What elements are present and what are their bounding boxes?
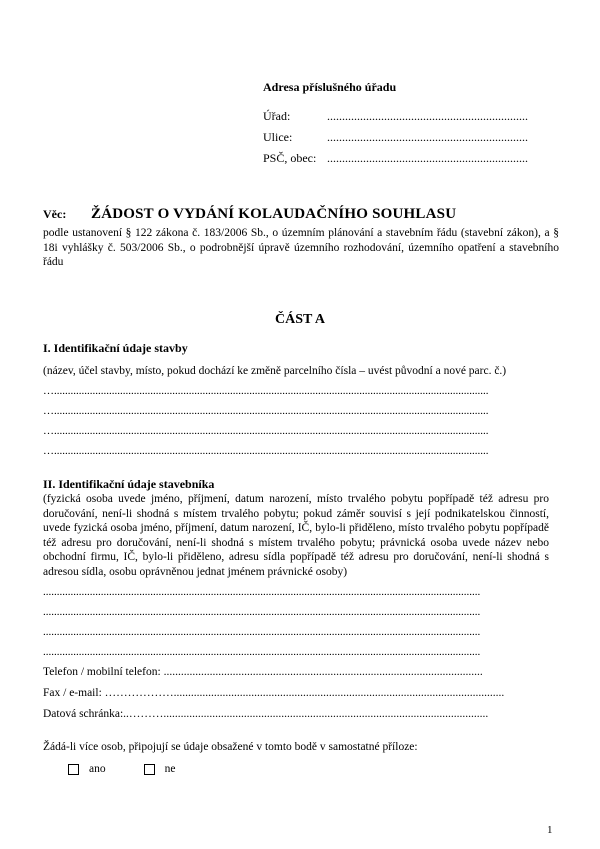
fax-email-row	[43, 683, 549, 704]
office-row-postcode	[263, 151, 563, 172]
subject-block	[43, 206, 559, 270]
no-checkbox[interactable]	[144, 764, 155, 775]
fax-email-field[interactable]: ………………...................................................................................................................	[104, 687, 505, 699]
section-builder-identification	[43, 477, 549, 725]
office-authority-label: Úřad:	[263, 109, 291, 123]
subject-title: ŽÁDOST O VYDÁNÍ KOLAUDAČNÍHO SOUHLASU	[91, 206, 457, 222]
databox-label: Datová schránka:	[43, 708, 124, 720]
office-address-title: Adresa příslušného úřadu	[263, 80, 397, 94]
section1-line[interactable]: …..............................................................................................................................................................	[43, 384, 489, 397]
section2-line[interactable]: ...............................................................................................................................................................	[43, 606, 481, 618]
section2-line[interactable]: ...............................................................................................................................................................	[43, 586, 481, 598]
subject-label: Věc:	[43, 207, 67, 221]
section1-line[interactable]: …..............................................................................................................................................................	[43, 404, 489, 417]
option-no[interactable]	[144, 763, 176, 775]
office-street-label: Ulice:	[263, 130, 293, 144]
office-authority-field[interactable]: ...................................................................	[327, 109, 528, 123]
office-postcode-label: PSČ, obec:	[263, 151, 317, 165]
part-a-title: ČÁST A	[275, 312, 325, 327]
fax-email-label: Fax / e-mail:	[43, 687, 102, 699]
multiple-applicants-question: Žádá-li více osob, připojují se údaje obsažené v tomto bodě v samostatné příloze:	[43, 741, 418, 753]
section1-description: (název, účel stavby, místo, pokud dochází ke změně parcelního čísla – uvést původní a nové parc. č.)	[43, 365, 507, 377]
office-address-block	[263, 80, 563, 172]
office-row-authority	[263, 109, 563, 130]
page-number: 1	[547, 824, 553, 836]
section-building-identification	[43, 341, 549, 461]
yes-label: ano	[89, 763, 106, 775]
subject-heading	[43, 206, 559, 223]
phone-field[interactable]: ...............................................................................................................	[163, 666, 483, 678]
phone-row	[43, 662, 549, 683]
section2-line[interactable]: ...............................................................................................................................................................	[43, 626, 481, 638]
multiple-applicants-options	[68, 763, 213, 775]
option-yes[interactable]	[68, 763, 106, 775]
office-street-field[interactable]: ...................................................................	[327, 130, 528, 144]
legal-basis-text: podle ustanovení § 122 zákona č. 183/2006 Sb., o územním plánování a stavebním řádu (stavební zákon), a § 18i vyhlášky č. 503/2006 Sb., o podrobnější úpravě územního rozhodování, územního opatření a stavebního řádu	[43, 227, 559, 268]
section2-title: II. Identifikační údaje stavebníka	[43, 477, 215, 491]
office-row-street	[263, 130, 563, 151]
office-postcode-field[interactable]: ...................................................................	[327, 151, 528, 165]
section1-line[interactable]: …..............................................................................................................................................................	[43, 444, 489, 457]
yes-checkbox[interactable]	[68, 764, 79, 775]
databox-row	[43, 704, 549, 725]
section1-line[interactable]: …..............................................................................................................................................................	[43, 424, 489, 437]
databox-field[interactable]: ..……….................................................................................................................	[123, 708, 489, 720]
phone-label: Telefon / mobilní telefon:	[43, 666, 161, 678]
no-label: ne	[164, 763, 176, 775]
section1-title: I. Identifikační údaje stavby	[43, 341, 188, 355]
section2-description: (fyzická osoba uvede jméno, příjmení, datum narození, místo trvalého pobytu popřípadě též adresu pro doručování, není-li shodná s místem trvalého pobytu; pokud záměr souvisí s její podnikatelskou činností, uvede fyzická osoba jméno, příjmení, datum narození, IČ, bylo-li přiděleno, místo trvalého pobytu popřípadě též adresu pro doručování, není-li shodná s místem trvalého pobytu; právnická osoba uvede název nebo obchodní firmu, IČ, bylo-li přiděleno, adresu sídla popřípadě též adresu pro doručování, není-li shodná s adresou sídla, osobu oprávněnou jednat jménem právnické osoby)	[43, 493, 549, 578]
section2-line[interactable]: ...............................................................................................................................................................	[43, 646, 481, 658]
